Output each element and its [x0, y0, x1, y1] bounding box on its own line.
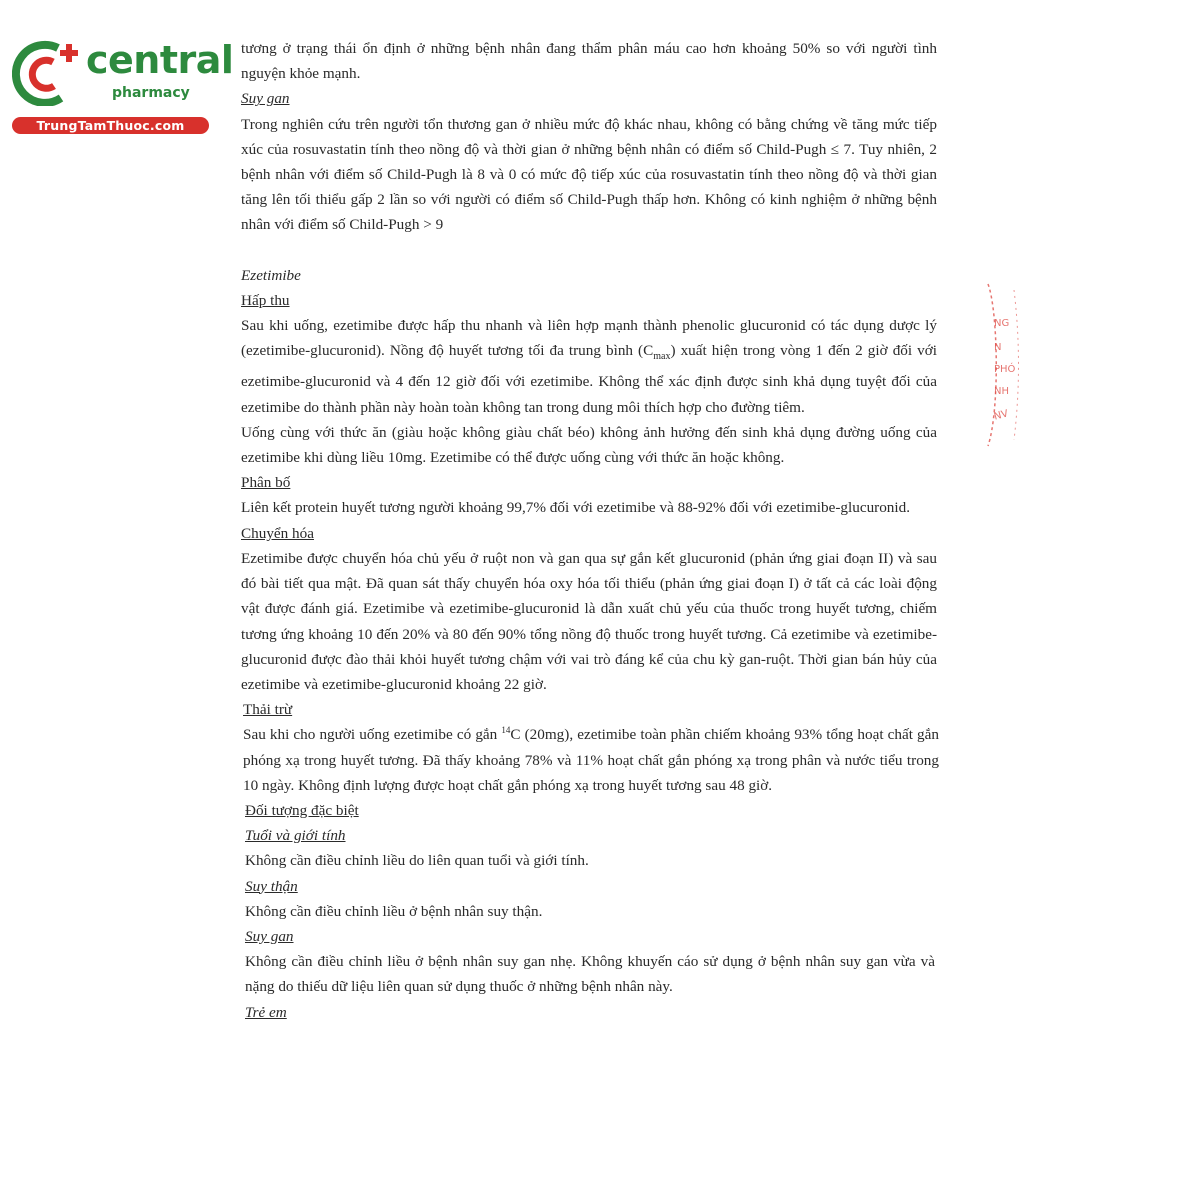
stamp-text: NH — [994, 386, 1009, 397]
heading-suy-gan-2: Suy gan — [245, 927, 294, 945]
text-run: Sau khi cho người uống ezetimibe có gắn — [243, 726, 502, 744]
superscript-14: 14 — [501, 725, 511, 736]
pharmacy-c-cross-icon — [12, 40, 90, 106]
heading-tuoi-gioi-tinh: Tuổi và giới tính — [245, 827, 346, 845]
paragraph-phan-bo: Liên kết protein huyết tương người khoảng 99,7% đối với ezetimibe và 88-92% đối với ezetimibe-glucuronid. — [241, 499, 911, 517]
stamp-text: NV — [992, 408, 1010, 423]
stamp-text: PHÓ — [994, 364, 1016, 375]
heading-doi-tuong-dac-biet: Đối tượng đặc biệt — [245, 801, 359, 819]
brand-subtitle: pharmacy — [112, 85, 190, 101]
spacer — [241, 238, 937, 263]
brand-logo — [12, 38, 234, 138]
paragraph-suy-than: Không cần điều chỉnh liều ở bệnh nhân suy thận. — [245, 902, 543, 920]
heading-suy-gan: Suy gan — [241, 90, 290, 108]
red-stamp-fragment — [984, 280, 1024, 450]
heading-chuyen-hoa: Chuyển hóa — [241, 524, 314, 542]
paragraph-tuoi-gioi-tinh: Không cần điều chỉnh liều do liên quan tuổi và giới tính. — [245, 852, 589, 870]
heading-tre-em: Trẻ em — [245, 1003, 287, 1021]
paragraph-intro: tương ở trạng thái ổn định ở những bệnh nhân đang thẩm phân máu cao hơn khoảng 50% so với người tình nguyện khỏe mạnh. — [241, 40, 937, 83]
heading-thai-tru: Thải trừ — [243, 701, 293, 719]
stamp-text: N — [994, 342, 1002, 353]
text-run: C (20mg), ezetimibe toàn phần chiếm khoảng 93% tổng hoạt chất gắn phóng xạ trong huyết tương. Đã thấy khoảng 78% và 11% hoạt chất gắn phóng xạ trong phân và nước tiểu trong 10 ngày. Không định lượng được hoạt chất gắn phóng xạ trong huyết tương sau 48 giờ. — [243, 726, 939, 794]
text-run: Sau khi uống, ezetimibe được hấp thu nhanh và liên hợp mạnh thành phenolic glucuronid có tác dụng dược lý (ezetimibe-glucuronid). Nồng độ huyết tương tối đa trung bình (C — [241, 317, 937, 360]
heading-suy-than: Suy thận — [245, 877, 298, 895]
stamp-text: NG — [994, 318, 1010, 329]
paragraph-hap-thu-2: Uống cùng với thức ăn (giàu hoặc không giàu chất béo) không ảnh hưởng đến sinh khả dụng đường uống của ezetimibe khi dùng liều 10mg. Ezetimibe có thể được uống cùng với thức ăn hoặc không. — [241, 423, 937, 467]
document-body — [241, 36, 937, 1025]
brand-url-banner: TrungTamThuoc.com — [12, 117, 209, 134]
paragraph-thai-tru — [243, 722, 939, 798]
heading-phan-bo: Phân bố — [241, 474, 291, 492]
paragraph-suy-gan-2: Không cần điều chỉnh liều ở bệnh nhân suy gan nhẹ. Không khuyến cáo sử dụng ở bệnh nhân suy gan vừa và nặng do thiếu dữ liệu liên quan sử dụng thuốc ở những bệnh nhân này. — [245, 953, 935, 996]
brand-name: central — [86, 38, 234, 82]
paragraph-hap-thu-1 — [241, 313, 937, 420]
section-title-ezetimibe: Ezetimibe — [241, 266, 301, 284]
paragraph-chuyen-hoa: Ezetimibe được chuyển hóa chủ yếu ở ruột non và gan qua sự gắn kết glucuronid (phản ứng giai đoạn II) và sau đó bài tiết qua mật. Đã quan sát thấy chuyển hóa oxy hóa tối thiểu (phản ứng giai đoạn I) ở tất cả các loài động vật được đánh giá. Ezetimibe và ezetimibe-glucuronid là dẫn xuất chủ yếu của thuốc trong huyết tương, chiếm tương ứng khoảng 10 đến 20% và 80 đến 90% tổng nồng độ thuốc trong huyết tương. Cả ezetimibe và ezetimibe-glucuronid được đào thải khỏi huyết tương chậm với vai trò đáng kể của chu kỳ gan-ruột. Thời gian bán hủy của ezetimibe và ezetimibe-glucuronid khoảng 22 giờ. — [241, 549, 937, 693]
subscript-max: max — [653, 351, 671, 363]
heading-hap-thu: Hấp thu — [241, 291, 290, 309]
text-run: ) xuất hiện trong vòng 1 đến 2 giờ đối với ezetimibe-glucuronid và 4 đến 12 giờ đối với ezetimibe. Không thể xác định được sinh khả dụng tuyệt đối của ezetimibe do thành phần này hoàn toàn không tan trong dung môi thích hợp cho đường tiêm. — [241, 342, 938, 416]
paragraph-suy-gan: Trong nghiên cứu trên người tổn thương gan ở nhiều mức độ khác nhau, không có bằng chứng về tăng mức tiếp xúc của rosuvastatin tính theo nồng độ và thời gian ở những bệnh nhân có điểm số Child-Pugh ≤ 7. Tuy nhiên, 2 bệnh nhân với điểm số Child-Pugh là 8 và 0 có mức độ tiếp xúc của rosuvastatin tính theo nồng độ và thời gian tăng lên tối thiểu gấp 2 lần so với người có điểm số Child-Pugh thấp hơn. Không có kinh nghiệm ở những bệnh nhân với điểm số Child-Pugh > 9 — [241, 115, 937, 234]
